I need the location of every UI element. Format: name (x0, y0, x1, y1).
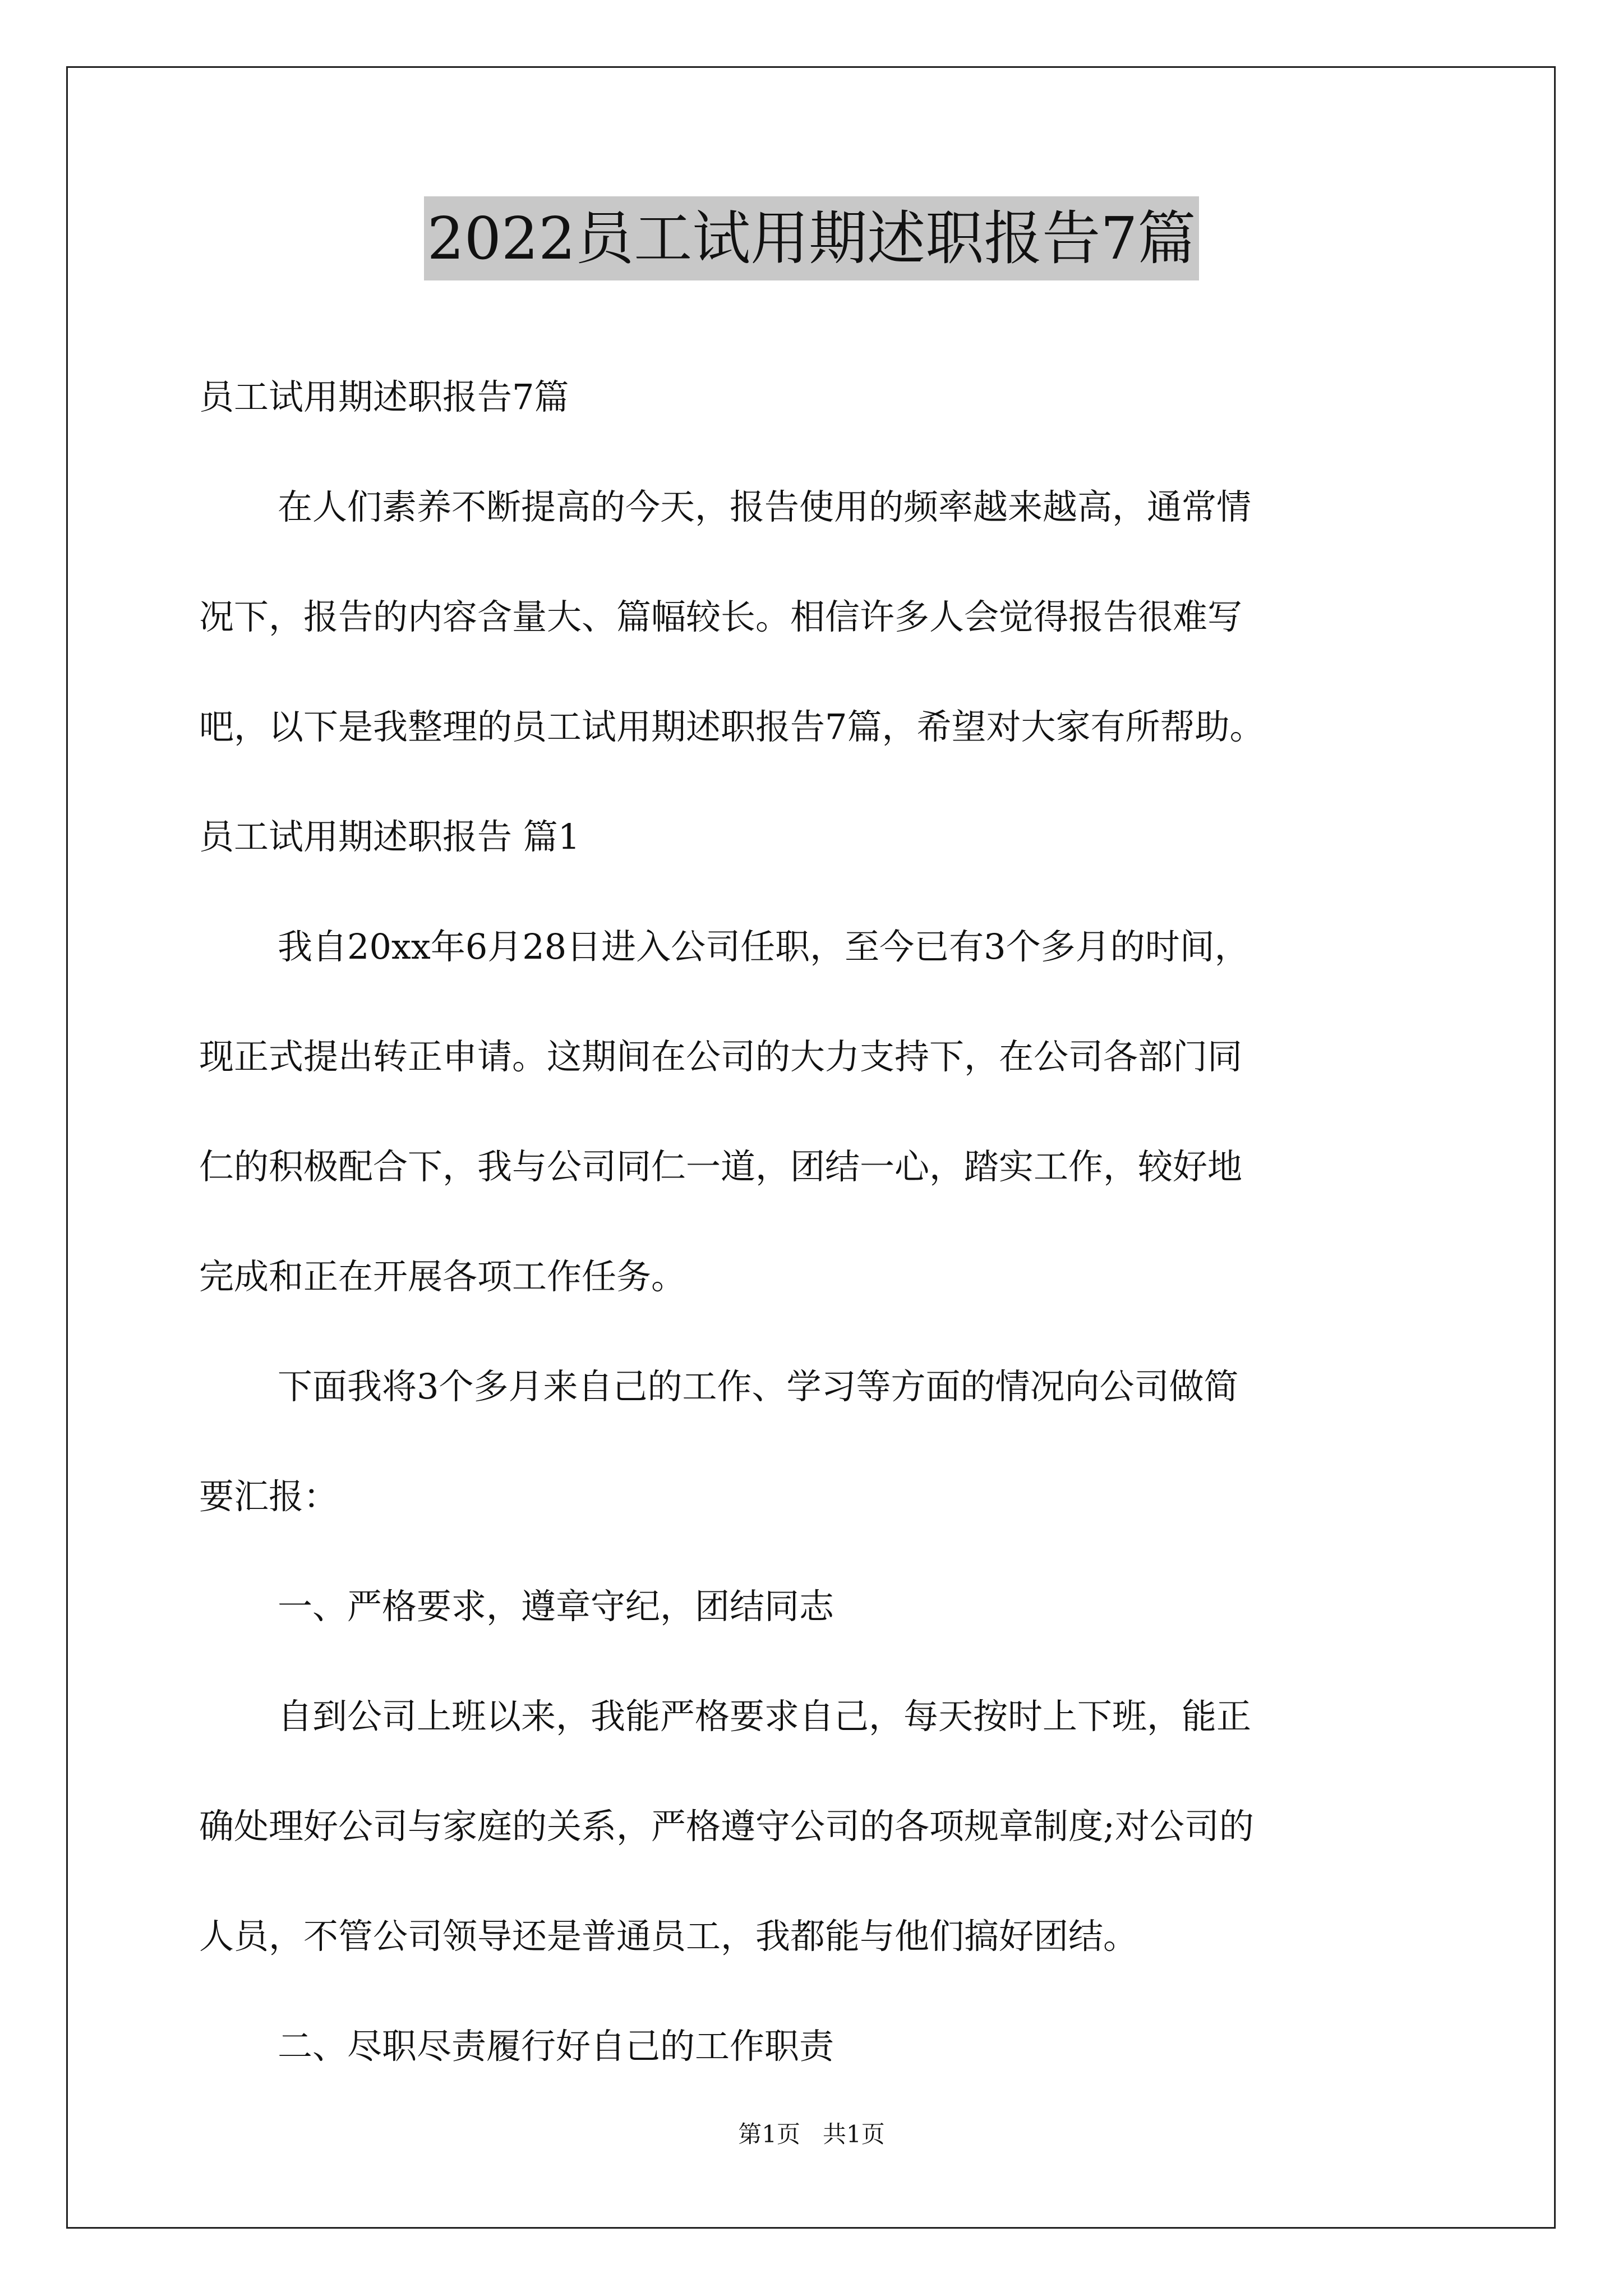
body-line: 现正式提出转正申请。这期间在公司的大力支持下，在公司各部门同 (199, 1036, 1243, 1077)
section-heading: 员工试用期述职报告 篇1 (199, 816, 580, 857)
body-line: 要汇报： (199, 1476, 339, 1517)
subsection-heading: 一、严格要求，遵章守纪，团结同志 (278, 1586, 834, 1627)
body-line: 仁的积极配合下，我与公司同仁一道，团结一心，踏实工作，较好地 (199, 1146, 1243, 1187)
body-line: 确处理好公司与家庭的关系，严格遵守公司的各项规章制度;对公司的 (199, 1806, 1254, 1847)
document-body (199, 342, 1422, 2101)
subsection-heading: 二、尽职尽责履行好自己的工作职责 (278, 2026, 834, 2067)
body-line: 我自20xx年6月28日进入公司任职，至今已有3个多月的时间， (278, 926, 1249, 967)
body-line: 员工试用期述职报告7篇 (199, 376, 569, 417)
body-line: 下面我将3个多月来自己的工作、学习等方面的情况向公司做简 (278, 1366, 1239, 1407)
document-title: 2022员工试用期述职报告7篇 (424, 196, 1200, 280)
body-line: 完成和正在开展各项工作任务。 (199, 1256, 686, 1297)
title-container (0, 196, 1623, 280)
body-line: 况下，报告的内容含量大、篇幅较长。相信许多人会觉得报告很难写 (199, 596, 1243, 637)
page-footer: 第1页 共1页 (738, 2120, 885, 2148)
body-line: 在人们素养不断提高的今天，报告使用的频率越来越高，通常情 (278, 486, 1252, 527)
body-line: 人员，不管公司领导还是普通员工，我都能与他们搞好团结。 (199, 1916, 1138, 1957)
body-line: 自到公司上班以来，我能严格要求自己，每天按时上下班，能正 (278, 1696, 1252, 1737)
body-line: 吧，以下是我整理的员工试用期述职报告7篇，希望对大家有所帮助。 (199, 706, 1265, 747)
